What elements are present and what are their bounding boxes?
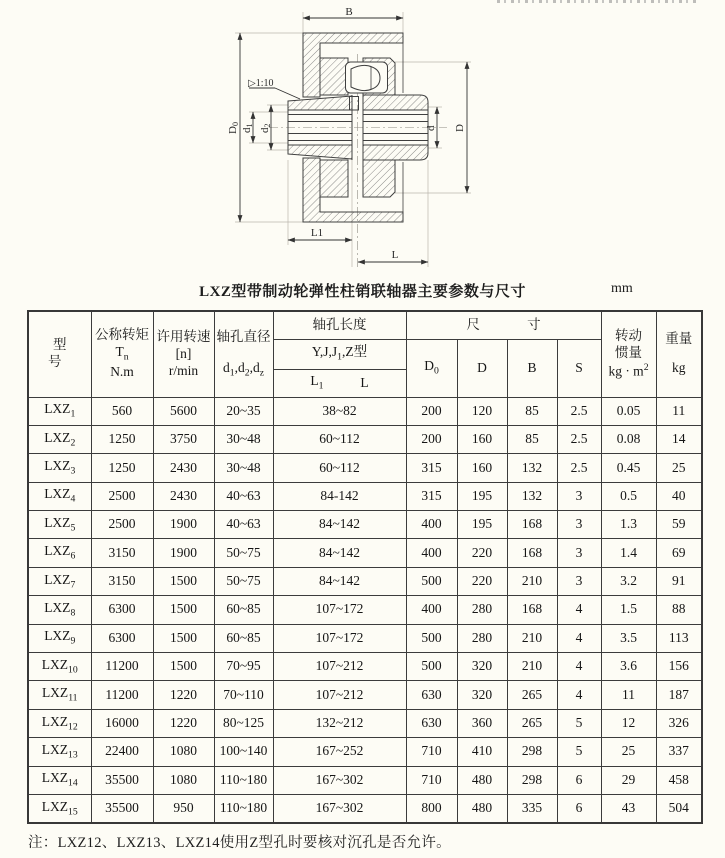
value-cell: 1250 — [91, 454, 153, 482]
header-torque-label: 公称转矩$T_n$ — [95, 327, 149, 364]
value-cell: 1.4 — [601, 539, 656, 567]
value-cell: 3.5 — [601, 624, 656, 652]
value-cell: 500 — [406, 567, 457, 595]
value-cell: 20~35 — [214, 397, 273, 425]
label-B: B — [345, 6, 353, 18]
value-cell: 3750 — [153, 425, 214, 453]
model-cell: $LXZ_{15}$ — [28, 794, 91, 822]
value-cell: 0.45 — [601, 454, 656, 482]
value-cell: 2430 — [153, 454, 214, 482]
value-cell: 200 — [406, 397, 457, 425]
model-cell: $LXZ_6$ — [28, 539, 91, 567]
value-cell: 50~75 — [214, 539, 273, 567]
model-cell: $LXZ_3$ — [28, 454, 91, 482]
value-cell: 280 — [457, 624, 507, 652]
value-cell: 84~142 — [273, 511, 406, 539]
value-cell: 6300 — [91, 624, 153, 652]
header-torque-unit: N.m — [110, 364, 134, 380]
value-cell: 3.2 — [601, 567, 656, 595]
value-cell: 3 — [557, 539, 601, 567]
value-cell: 480 — [457, 766, 507, 794]
value-cell: 40~63 — [214, 511, 273, 539]
value-cell: 5600 — [153, 397, 214, 425]
value-cell: 265 — [507, 709, 557, 737]
value-cell: 410 — [457, 738, 507, 766]
value-cell: 280 — [457, 596, 507, 624]
value-cell: 200 — [406, 425, 457, 453]
value-cell: 500 — [406, 624, 457, 652]
value-cell: 630 — [406, 681, 457, 709]
value-cell: 6 — [557, 766, 601, 794]
value-cell: 400 — [406, 539, 457, 567]
value-cell: 168 — [507, 539, 557, 567]
model-cell: $LXZ_4$ — [28, 482, 91, 510]
value-cell: 167~302 — [273, 766, 406, 794]
model-cell: $LXZ_9$ — [28, 624, 91, 652]
value-cell: 1900 — [153, 511, 214, 539]
value-cell: 265 — [507, 681, 557, 709]
header-B: B — [507, 339, 557, 397]
table-row — [28, 794, 702, 822]
value-cell: 320 — [457, 681, 507, 709]
value-cell: 560 — [91, 397, 153, 425]
value-cell: 12 — [601, 709, 656, 737]
value-cell: 11200 — [91, 653, 153, 681]
header-L: L — [360, 374, 369, 390]
value-cell: 110~180 — [214, 794, 273, 822]
value-cell: 29 — [601, 766, 656, 794]
value-cell: 14 — [656, 425, 702, 453]
value-cell: 950 — [153, 794, 214, 822]
value-cell: 2.5 — [557, 454, 601, 482]
value-cell: 70~110 — [214, 681, 273, 709]
header-inertia-label1: 转动 — [615, 328, 642, 344]
value-cell: 1500 — [153, 596, 214, 624]
value-cell: 5 — [557, 738, 601, 766]
value-cell: 1500 — [153, 624, 214, 652]
table-row — [28, 454, 702, 482]
value-cell: 84~142 — [273, 539, 406, 567]
value-cell: 1220 — [153, 709, 214, 737]
value-cell: 3.6 — [601, 653, 656, 681]
page-title: LXZ型带制动轮弹性柱销联轴器主要参数与尺寸 — [199, 284, 526, 300]
label-L: L — [391, 249, 399, 261]
right-flange-top — [363, 95, 428, 110]
value-cell: 3 — [557, 511, 601, 539]
value-cell: 107~212 — [273, 681, 406, 709]
value-cell: 710 — [406, 766, 457, 794]
value-cell: 84~142 — [273, 567, 406, 595]
value-cell: 22400 — [91, 738, 153, 766]
label-D: D — [454, 124, 466, 132]
value-cell: 70~95 — [214, 653, 273, 681]
header-speed-label: 许用转速 — [156, 328, 211, 344]
left-flange-bottom — [288, 145, 352, 159]
value-cell: 5 — [557, 709, 601, 737]
header-L1: $L_1$ — [310, 373, 324, 392]
value-cell: 11200 — [91, 681, 153, 709]
value-cell: 504 — [656, 794, 702, 822]
value-cell: 298 — [507, 738, 557, 766]
value-cell: 80~125 — [214, 709, 273, 737]
value-cell: 132 — [507, 454, 557, 482]
table-row — [28, 482, 702, 510]
value-cell: 2430 — [153, 482, 214, 510]
value-cell: 800 — [406, 794, 457, 822]
value-cell: 167~252 — [273, 738, 406, 766]
table-row — [28, 511, 702, 539]
right-flange-bottom — [363, 145, 428, 160]
value-cell: 43 — [601, 794, 656, 822]
value-cell: 0.08 — [601, 425, 656, 453]
value-cell: 107~172 — [273, 596, 406, 624]
value-cell: 0.05 — [601, 397, 656, 425]
header-speed — [153, 311, 214, 397]
header-bore-types: $Y,J,J_1,Z$型 — [273, 339, 406, 369]
value-cell: 187 — [656, 681, 702, 709]
value-cell: 0.5 — [601, 482, 656, 510]
value-cell: 2.5 — [557, 397, 601, 425]
value-cell: 69 — [656, 539, 702, 567]
value-cell: 156 — [656, 653, 702, 681]
label-d: d — [425, 125, 437, 131]
value-cell: 1500 — [153, 567, 214, 595]
model-cell: $LXZ_5$ — [28, 511, 91, 539]
value-cell: 400 — [406, 511, 457, 539]
value-cell: 210 — [507, 567, 557, 595]
header-S: S — [557, 339, 601, 397]
value-cell: 120 — [457, 397, 507, 425]
value-cell: 167~302 — [273, 794, 406, 822]
table-row — [28, 425, 702, 453]
table-row — [28, 624, 702, 652]
value-cell: 30~48 — [214, 425, 273, 453]
table-row — [28, 681, 702, 709]
label-taper: ▷1:10 — [248, 78, 274, 89]
header-D: D — [457, 339, 507, 397]
model-cell: $LXZ_{11}$ — [28, 681, 91, 709]
table-row — [28, 539, 702, 567]
value-cell: 113 — [656, 624, 702, 652]
value-cell: 3150 — [91, 567, 153, 595]
header-model: 型 号 — [28, 311, 91, 397]
model-cell: $LXZ_{10}$ — [28, 653, 91, 681]
value-cell: 107~212 — [273, 653, 406, 681]
value-cell: 91 — [656, 567, 702, 595]
right-boss-bottom — [363, 160, 395, 197]
model-cell: $LXZ_{12}$ — [28, 709, 91, 737]
value-cell: 4 — [557, 653, 601, 681]
value-cell: 4 — [557, 596, 601, 624]
header-speed-unit: r/min — [168, 362, 199, 378]
value-cell: 132~212 — [273, 709, 406, 737]
extension-lines — [235, 12, 471, 267]
value-cell: 337 — [656, 738, 702, 766]
unit-label: mm — [611, 281, 633, 296]
value-cell: 2500 — [91, 482, 153, 510]
header-weight-unit: kg — [672, 360, 686, 376]
value-cell: 84-142 — [273, 482, 406, 510]
value-cell: 315 — [406, 454, 457, 482]
value-cell: 400 — [406, 596, 457, 624]
value-cell: 88 — [656, 596, 702, 624]
value-cell: 100~140 — [214, 738, 273, 766]
value-cell: 168 — [507, 511, 557, 539]
value-cell: 6 — [557, 794, 601, 822]
coupling-section-drawing — [205, 0, 495, 274]
header-inertia-label2: 惯量 — [615, 345, 642, 361]
parameter-table — [27, 310, 703, 824]
value-cell: 30~48 — [214, 454, 273, 482]
value-cell: 38~82 — [273, 397, 406, 425]
value-cell: 160 — [457, 425, 507, 453]
value-cell: 35500 — [91, 766, 153, 794]
value-cell: 11 — [601, 681, 656, 709]
header-bore-length: 轴孔长度 — [273, 311, 406, 339]
value-cell: 210 — [507, 624, 557, 652]
table-row — [28, 738, 702, 766]
table-row — [28, 653, 702, 681]
value-cell: 1250 — [91, 425, 153, 453]
value-cell: 132 — [507, 482, 557, 510]
header-bore-diameter — [214, 311, 273, 397]
header-bore-diameter-label: 轴孔直径 — [216, 328, 271, 344]
table-row — [28, 397, 702, 425]
value-cell: 710 — [406, 738, 457, 766]
value-cell: 1500 — [153, 653, 214, 681]
value-cell: 3 — [557, 482, 601, 510]
left-web-top — [320, 58, 348, 95]
label-d1: d1 — [241, 123, 254, 133]
value-cell: 11 — [656, 397, 702, 425]
dimension-lines — [240, 18, 467, 262]
value-cell: 25 — [601, 738, 656, 766]
model-cell: $LXZ_1$ — [28, 397, 91, 425]
value-cell: 1080 — [153, 766, 214, 794]
table-row — [28, 709, 702, 737]
value-cell: 85 — [507, 425, 557, 453]
value-cell: 110~180 — [214, 766, 273, 794]
value-cell: 3150 — [91, 539, 153, 567]
value-cell: 4 — [557, 681, 601, 709]
value-cell: 360 — [457, 709, 507, 737]
value-cell: 195 — [457, 511, 507, 539]
header-dimensions: 尺 寸 — [406, 311, 601, 339]
value-cell: 107~172 — [273, 624, 406, 652]
value-cell: 4 — [557, 624, 601, 652]
header-weight-label: 重量 — [665, 331, 693, 347]
left-web-bottom — [320, 160, 348, 197]
header-D0: $D_0$ — [406, 339, 457, 397]
footnote: 注：LXZ12、LXZ13、LXZ14使用Z型孔时要核对沉孔是否允许。 — [28, 835, 451, 851]
value-cell: 1080 — [153, 738, 214, 766]
value-cell: 59 — [656, 511, 702, 539]
value-cell: 3 — [557, 567, 601, 595]
value-cell: 335 — [507, 794, 557, 822]
value-cell: 2500 — [91, 511, 153, 539]
header-inertia — [601, 311, 656, 397]
value-cell: 1220 — [153, 681, 214, 709]
value-cell: 220 — [457, 539, 507, 567]
value-cell: 1.3 — [601, 511, 656, 539]
value-cell: 480 — [457, 794, 507, 822]
value-cell: 630 — [406, 709, 457, 737]
value-cell: 40 — [656, 482, 702, 510]
value-cell: 168 — [507, 596, 557, 624]
value-cell: 160 — [457, 454, 507, 482]
value-cell: 210 — [507, 653, 557, 681]
value-cell: 60~112 — [273, 425, 406, 453]
elastic-pin-assembly — [346, 62, 388, 93]
value-cell: 458 — [656, 766, 702, 794]
value-cell: 60~112 — [273, 454, 406, 482]
label-L1: L1 — [310, 227, 324, 239]
value-cell: 50~75 — [214, 567, 273, 595]
cropped-text-remnant — [497, 0, 697, 3]
header-weight — [656, 311, 702, 397]
model-cell: $LXZ_2$ — [28, 425, 91, 453]
value-cell: 1900 — [153, 539, 214, 567]
header-bore-diameter-symbols: $d_1,d_2,d_z$ — [222, 359, 265, 379]
table-row — [28, 596, 702, 624]
value-cell: 6300 — [91, 596, 153, 624]
value-cell: 35500 — [91, 794, 153, 822]
model-cell: $LXZ_{14}$ — [28, 766, 91, 794]
value-cell: 25 — [656, 454, 702, 482]
value-cell: 320 — [457, 653, 507, 681]
header-L1-L — [273, 369, 406, 397]
table-row — [28, 567, 702, 595]
header-torque — [91, 311, 153, 397]
label-D0: D0 — [227, 122, 240, 134]
value-cell: 60~85 — [214, 624, 273, 652]
value-cell: 1.5 — [601, 596, 656, 624]
header-speed-symbol: [n] — [175, 345, 192, 361]
value-cell: 500 — [406, 653, 457, 681]
label-d2: d2 — [259, 123, 272, 133]
value-cell: 195 — [457, 482, 507, 510]
value-cell: 2.5 — [557, 425, 601, 453]
value-cell: 298 — [507, 766, 557, 794]
value-cell: 60~85 — [214, 596, 273, 624]
value-cell: 40~63 — [214, 482, 273, 510]
value-cell: 326 — [656, 709, 702, 737]
header-inertia-unit: kg · $m^2$ — [608, 361, 649, 379]
value-cell: 220 — [457, 567, 507, 595]
model-cell: $LXZ_7$ — [28, 567, 91, 595]
table-row — [28, 766, 702, 794]
value-cell: 85 — [507, 397, 557, 425]
model-cell: $LXZ_{13}$ — [28, 738, 91, 766]
value-cell: 16000 — [91, 709, 153, 737]
model-cell: $LXZ_8$ — [28, 596, 91, 624]
value-cell: 315 — [406, 482, 457, 510]
